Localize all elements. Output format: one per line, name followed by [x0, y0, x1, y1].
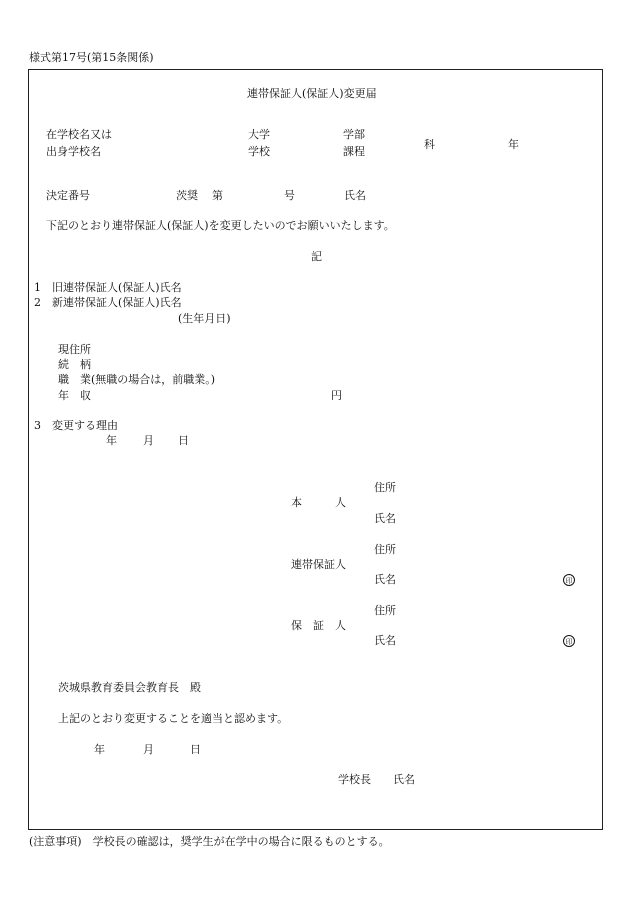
item-new-guarantor: 2 新連帯保証人(保証人)氏名 — [34, 296, 182, 309]
ki-label: 記 — [311, 250, 322, 263]
hosho-label: 保 証 人 — [291, 619, 346, 632]
decision-go: 号 — [284, 189, 295, 202]
occupation-label: 職 業(無職の場合は，前職業。) — [58, 373, 216, 386]
hosho-name-label: 氏名 — [374, 634, 396, 647]
course-label: 課程 — [343, 145, 365, 158]
school-label-2: 出身学校名 — [46, 145, 101, 158]
yen-label: 円 — [331, 389, 342, 402]
decision-dai: 第 — [212, 189, 223, 202]
item-old-guarantor: 1 旧連帯保証人(保証人)氏名 — [34, 281, 182, 294]
univ-label: 大学 — [248, 128, 270, 141]
school-label-1: 在学校名又は — [46, 128, 112, 141]
current-address-label: 現住所 — [58, 343, 91, 356]
honnin-name-label: 氏名 — [374, 512, 396, 525]
honnin-address-label: 住所 — [374, 481, 396, 494]
faculty-label: 学部 — [343, 128, 365, 141]
decision-prefix: 茨奨 — [176, 189, 198, 202]
grade-label: 年 — [508, 138, 519, 151]
rentai-address-label: 住所 — [374, 543, 396, 556]
note-text: (注意事項) 学校長の確認は，奨学生が在学中の場合に限るものとする。 — [29, 835, 390, 848]
approval-month: 月 — [143, 743, 154, 756]
income-label: 年 収 — [58, 389, 91, 402]
decision-name-label: 氏名 — [344, 189, 366, 202]
dept-label: 科 — [424, 138, 435, 151]
date-month: 月 — [143, 434, 154, 447]
form-number: 様式第17号(第15条関係) — [29, 51, 154, 64]
form-title: 連帯保証人(保証人)変更届 — [247, 87, 377, 100]
seal-icon: 印 — [563, 574, 575, 586]
relation-label: 続 柄 — [58, 358, 91, 371]
date-day: 日 — [178, 434, 189, 447]
seal-icon: 印 — [563, 635, 575, 647]
approval-year: 年 — [94, 743, 105, 756]
rentai-name-label: 氏名 — [374, 573, 396, 586]
approval-day: 日 — [190, 743, 201, 756]
decision-number-label: 決定番号 — [46, 189, 90, 202]
addressee: 茨城県教育委員会教育長 殿 — [58, 681, 201, 694]
principal-label: 学校長 氏名 — [338, 773, 415, 786]
school-type-label: 学校 — [248, 145, 270, 158]
item-reason: 3 変更する理由 — [34, 419, 118, 432]
honnin-label: 本 人 — [291, 496, 346, 509]
rentai-label: 連帯保証人 — [291, 558, 346, 571]
date-year: 年 — [106, 434, 117, 447]
birthdate-label: (生年月日) — [178, 312, 231, 325]
hosho-address-label: 住所 — [374, 604, 396, 617]
request-text: 下記のとおり連帯保証人(保証人)を変更したいのでお願いいたします。 — [46, 219, 395, 232]
approval-text: 上記のとおり変更することを適当と認めます。 — [58, 712, 289, 725]
